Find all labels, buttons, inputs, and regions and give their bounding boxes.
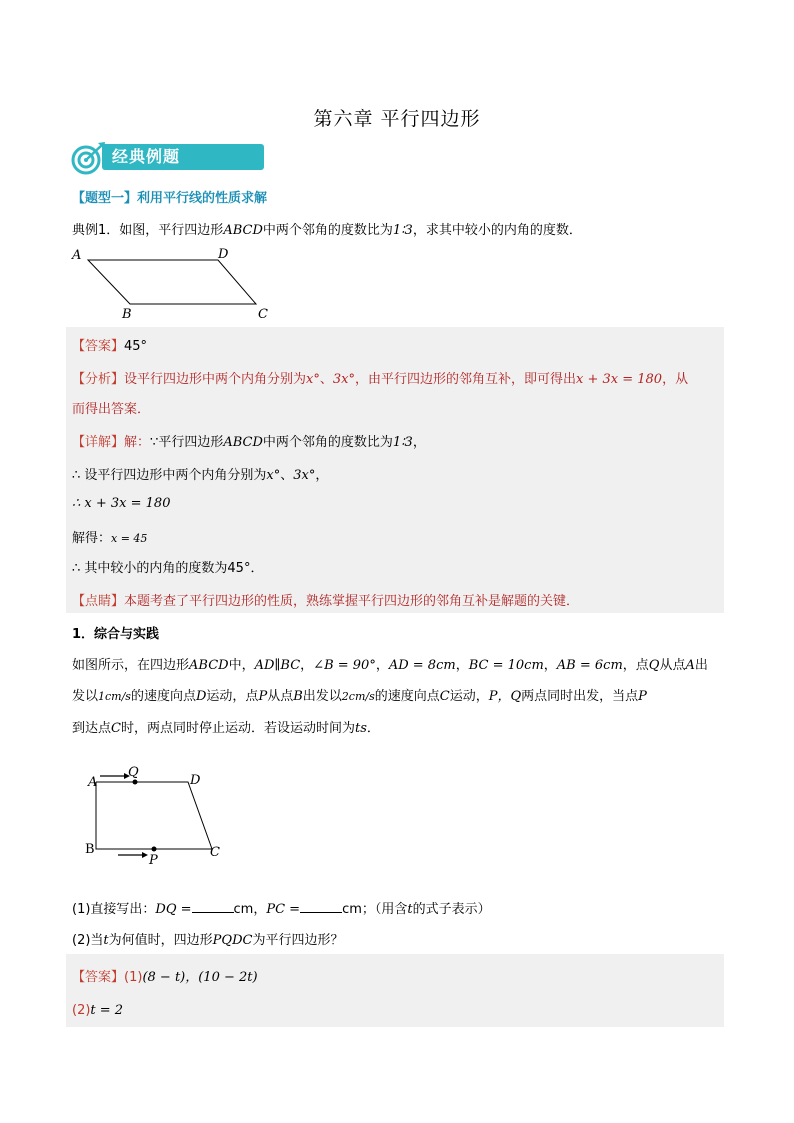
solution-panel-2 xyxy=(66,954,724,1027)
answer-tag: 【答案】 xyxy=(72,339,125,354)
answer-tag: 【答案】 xyxy=(72,970,125,985)
math-p: P xyxy=(638,689,647,704)
vertex-label-b: B xyxy=(85,842,95,857)
problem-text: ， xyxy=(543,658,557,673)
problem-text: ， xyxy=(455,658,469,673)
answer-number: (1) xyxy=(124,970,143,985)
question-text: 的式子表示） xyxy=(412,902,491,917)
question-text: 为平行四边形？ xyxy=(252,933,344,948)
problem-text: 如图所示，在四边形 xyxy=(72,658,190,673)
math-speed: 2cm/s xyxy=(341,690,375,703)
detail-line xyxy=(72,431,426,450)
problem-text: ， xyxy=(375,658,389,673)
parallelogram-figure xyxy=(66,244,286,324)
detail-text: 解： xyxy=(124,435,151,450)
problem-text: 运动，点 xyxy=(206,689,259,704)
vertex-label-p: P xyxy=(149,853,158,868)
problem-heading: 1．综合与实践 xyxy=(72,627,160,642)
step-1 xyxy=(72,464,328,483)
question-2 xyxy=(72,929,343,948)
analysis-text: 、 xyxy=(319,372,333,387)
answer-blank-2[interactable] xyxy=(300,900,342,913)
answer-number: (2) xyxy=(72,1003,91,1018)
problem-text: 从点 xyxy=(267,689,294,704)
answer-line-2 xyxy=(72,966,258,985)
math-ts: ts xyxy=(354,721,367,736)
math-3x: 3x° xyxy=(293,468,316,483)
math-q: Q xyxy=(648,658,660,673)
math-ad: AD = 8cm xyxy=(388,658,456,673)
problem-text: 运动， xyxy=(449,689,489,704)
step-2: ∴ x + 3x = 180 xyxy=(72,496,171,511)
problem-text: ． xyxy=(366,721,380,736)
math-pqdc: PQDC xyxy=(212,933,253,948)
trapezoid-figure xyxy=(80,764,230,874)
example-number: 1． xyxy=(98,223,120,238)
math-result: 45° xyxy=(227,561,251,576)
comment-line xyxy=(72,590,579,609)
math-c: C xyxy=(111,721,121,736)
point-q xyxy=(133,780,138,785)
badge-label: 经典例题 xyxy=(102,144,264,170)
math-abcd: ABCD xyxy=(223,435,263,450)
problem-text: 到达点 xyxy=(72,721,112,736)
step-text: ， xyxy=(315,468,329,483)
math-a: A xyxy=(685,658,695,673)
math-ratio: 1∶3 xyxy=(392,435,413,450)
math-parallel: AD∥BC xyxy=(254,658,301,673)
math-x: x° xyxy=(306,372,320,387)
vertex-label-d: D xyxy=(190,773,201,788)
problem-text: 的速度向点 xyxy=(374,689,440,704)
math-d: D xyxy=(195,689,207,704)
problem-text: 出发以 xyxy=(302,689,342,704)
question-text: 为何值时，四边形 xyxy=(108,933,213,948)
problem-text: 两点同时出发，当点 xyxy=(521,689,639,704)
math-ratio: 1∶3 xyxy=(392,223,413,238)
example-text: 如图，平行四边形 xyxy=(119,223,224,238)
problem-text: 时，两点同时停止运动．若设运动时间为 xyxy=(120,721,355,736)
step-text: ∴ 设平行四边形中两个内角分别为 xyxy=(72,468,267,483)
vertex-label-c: C xyxy=(258,307,268,322)
analysis-text: ，由平行四边形的邻角互补，即可得出 xyxy=(355,372,577,387)
math-t: t xyxy=(407,902,413,917)
math-angle: ∠B = 90° xyxy=(313,658,376,673)
page-title: 第六章 平行四边形 xyxy=(313,108,481,130)
math-x: x° xyxy=(266,468,281,483)
math-dq: DQ = xyxy=(155,902,192,917)
answer-line-3 xyxy=(72,1003,123,1018)
math-abcd: ABCD xyxy=(189,658,229,673)
step-text: ． xyxy=(250,561,264,576)
analysis-line xyxy=(72,368,688,387)
vertex-label-d: D xyxy=(218,247,229,262)
vertex-label-a: A xyxy=(88,775,98,790)
comment-text: 本题考查了平行四边形的性质，熟练掌握平行四边形的邻角互补是解题的关键． xyxy=(124,594,580,609)
math-b: B xyxy=(293,689,303,704)
math-ab: AB = 6cm xyxy=(556,658,623,673)
question-text: (1)直接写出： xyxy=(72,902,156,917)
answer-value-2: t = 2 xyxy=(90,1003,124,1018)
answer-value-1: (8 − t)，(10 − 2t) xyxy=(142,970,258,985)
math-c: C xyxy=(439,689,450,704)
analysis-text: 设平行四边形中两个内角分别为 xyxy=(124,372,307,387)
example1-statement xyxy=(72,219,582,238)
analysis-text: ，从 xyxy=(662,372,689,387)
detail-tag: 【详解】 xyxy=(72,435,125,450)
step-3 xyxy=(72,527,147,546)
problem-text: 发以 xyxy=(72,689,99,704)
problem-text: ， xyxy=(300,658,314,673)
detail-text: 平行四边形 xyxy=(158,435,224,450)
problem-text-1 xyxy=(72,654,708,673)
vertex-label-b: B xyxy=(122,307,132,322)
example-text: 中两个邻角的度数比为 xyxy=(262,223,393,238)
vertex-label-c: C xyxy=(210,845,220,860)
point-p xyxy=(152,847,157,852)
math-3x: 3x° xyxy=(332,372,355,387)
math-equation: x + 3x = 180 xyxy=(576,372,663,387)
detail-text: ， xyxy=(412,435,426,450)
problem-text: 从点 xyxy=(659,658,686,673)
question-text: (2)当 xyxy=(72,933,104,948)
problem-text: 的速度向点 xyxy=(130,689,196,704)
answer-blank-1[interactable] xyxy=(192,900,234,913)
problem-text-2 xyxy=(72,685,647,704)
step-text: ∴ 其中较小的内角的度数为 xyxy=(72,561,228,576)
answer-line xyxy=(72,335,147,354)
example-prefix: 典例 xyxy=(72,223,99,238)
problem-text: 中， xyxy=(228,658,255,673)
comment-tag: 【点睛】 xyxy=(72,594,125,609)
problem-text: 出 xyxy=(694,658,708,673)
question-1 xyxy=(72,898,491,917)
math-t: t xyxy=(103,933,109,948)
problem-text: ，点 xyxy=(622,658,649,673)
analysis-tag: 【分析】 xyxy=(72,372,125,387)
math-pc: PC = xyxy=(266,902,301,917)
problem-text-3 xyxy=(72,717,380,736)
step-text: 、 xyxy=(280,468,294,483)
math-speed: 1cm/s xyxy=(98,690,131,703)
analysis-line-2: 而得出答案． xyxy=(72,402,151,417)
detail-text: 中两个邻角的度数比为 xyxy=(262,435,393,450)
math-bc: BC = 10cm xyxy=(468,658,544,673)
type-heading: 【题型一】利用平行线的性质求解 xyxy=(72,191,268,206)
step-4 xyxy=(72,557,263,576)
question-text: cm；（用含 xyxy=(342,902,408,917)
answer-value: 45° xyxy=(124,339,148,354)
math-p: P xyxy=(258,689,268,704)
question-text: cm， xyxy=(233,902,267,917)
math-pq: P，Q xyxy=(488,689,522,704)
math-result: x = 45 xyxy=(111,532,148,545)
example-text: ，求其中较小的内角的度数． xyxy=(412,223,582,238)
vertex-label-a: A xyxy=(72,248,82,263)
step-text: 解得： xyxy=(72,531,112,546)
because-symbol: ∵ xyxy=(150,435,159,450)
math-abcd: ABCD xyxy=(223,223,263,238)
vertex-label-q: Q xyxy=(128,765,139,780)
